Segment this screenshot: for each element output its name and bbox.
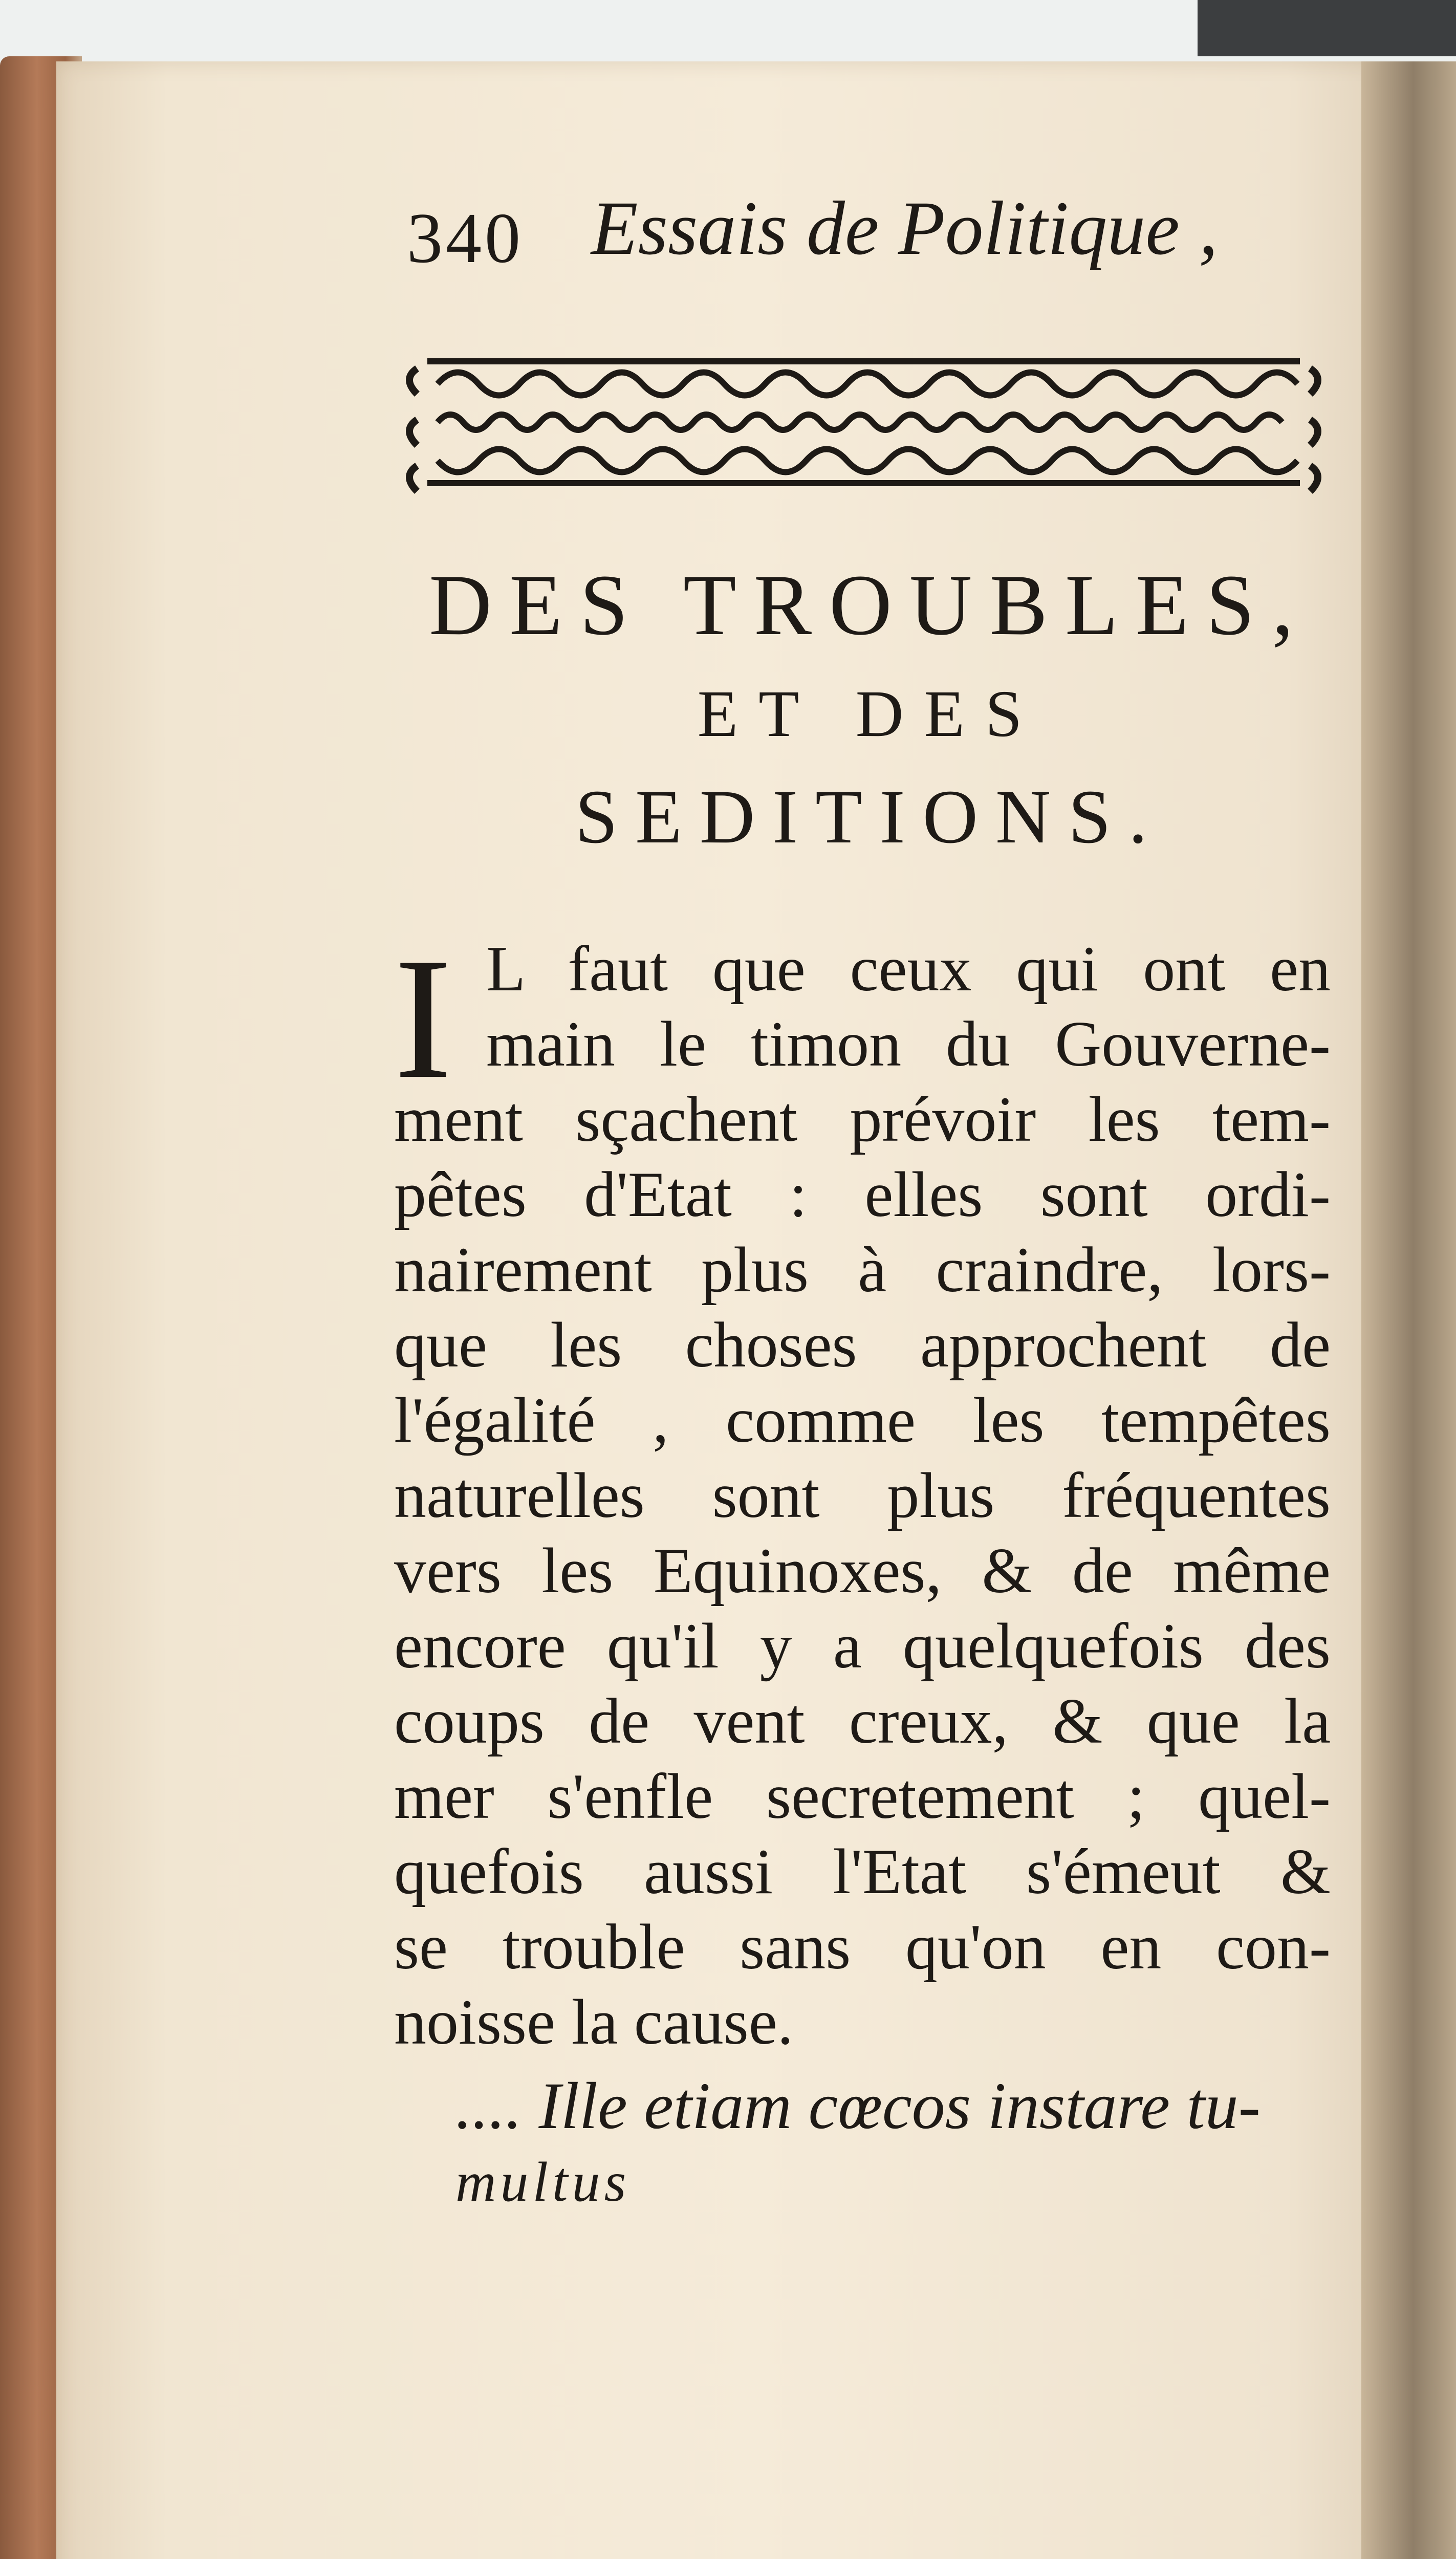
body-line: ment sçachent prévoir les tem- <box>394 1084 1331 1155</box>
body-line: encore qu'il y a quelquefois des <box>394 1611 1331 1682</box>
drop-cap: I <box>394 922 452 1115</box>
body-line: coups de vent creux, & que la <box>394 1686 1331 1757</box>
body-line: quefois aussi l'Etat s'émeut & <box>394 1836 1331 1907</box>
body-line: que les choses approchent de <box>394 1310 1331 1381</box>
running-head: Essais de Politique , <box>591 186 1218 271</box>
body-line: pêtes d'Etat : elles sont ordi- <box>394 1159 1331 1230</box>
body-line: nairement plus à craindre, lors- <box>394 1234 1331 1306</box>
ornamental-headpiece-icon <box>397 338 1331 507</box>
latin-quote-line-1: .... Ille etiam cœcos instare tu- <box>455 2069 1261 2143</box>
body-line: main le timon du Gouverne- <box>486 1009 1331 1080</box>
latin-quote-line-2: multus <box>455 2151 631 2213</box>
body-line: l'égalité , comme les tempêtes <box>394 1385 1331 1456</box>
body-line: se trouble sans qu'on en con- <box>394 1912 1331 1983</box>
scan-background-top <box>1198 0 1456 56</box>
body-line: noisse la cause. <box>394 1987 794 2058</box>
chapter-title-line-3: SEDITIONS. <box>575 774 1165 859</box>
body-text <box>394 922 1331 2060</box>
body-line: vers les Equinoxes, & de même <box>394 1535 1331 1607</box>
body-line: naturelles sont plus fréquentes <box>394 1460 1331 1531</box>
page-number: 340 <box>407 199 524 278</box>
book-gutter <box>1361 61 1456 2559</box>
body-line: mer s'enfle secretement ; quel- <box>394 1761 1331 1832</box>
body-line: L faut que ceux qui ont en <box>486 934 1331 1005</box>
chapter-title-line-2: ET DES <box>697 677 1043 751</box>
chapter-title-line-1: DES TROUBLES, <box>429 557 1311 653</box>
